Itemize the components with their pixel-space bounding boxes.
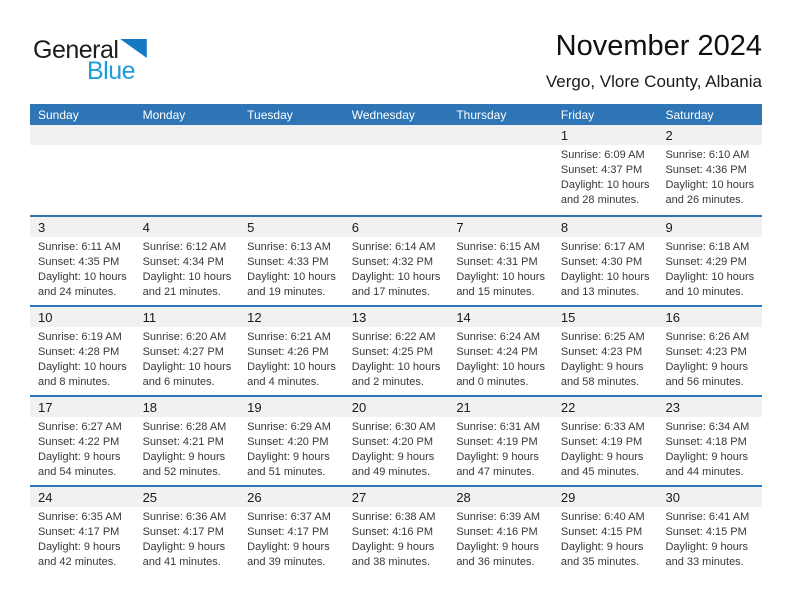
day-number: 10 bbox=[30, 307, 135, 327]
detail-line: Sunset: 4:24 PM bbox=[456, 346, 538, 358]
detail-line: Sunset: 4:15 PM bbox=[560, 526, 643, 538]
detail-line: Sunset: 4:37 PM bbox=[560, 164, 643, 176]
day-number: 21 bbox=[448, 397, 553, 417]
day-details bbox=[657, 327, 762, 390]
detail-line: Sunrise: 6:24 AM bbox=[456, 331, 541, 343]
day-details bbox=[657, 417, 762, 480]
day-number: 25 bbox=[135, 487, 240, 507]
week-row bbox=[30, 125, 762, 215]
logo-triangle-icon bbox=[120, 39, 147, 58]
detail-line: Sunrise: 6:41 AM bbox=[665, 511, 750, 523]
day-number: 20 bbox=[344, 397, 449, 417]
detail-line: Daylight: 10 hours bbox=[247, 361, 336, 373]
detail-line: Daylight: 9 hours bbox=[142, 451, 226, 463]
day-cell-16 bbox=[657, 307, 762, 395]
detail-line: Sunrise: 6:12 AM bbox=[142, 241, 227, 253]
detail-line: and 45 minutes. bbox=[560, 466, 640, 478]
day-details bbox=[239, 237, 344, 300]
page-title: November 2024 bbox=[555, 30, 762, 62]
week-row bbox=[30, 485, 762, 575]
detail-line: Daylight: 9 hours bbox=[351, 541, 435, 553]
detail-line: and 41 minutes. bbox=[142, 556, 221, 568]
detail-line: Sunrise: 6:14 AM bbox=[351, 241, 436, 253]
detail-line: and 49 minutes. bbox=[351, 466, 431, 478]
day-cell-empty bbox=[30, 125, 135, 215]
detail-line: Daylight: 9 hours bbox=[38, 541, 121, 553]
detail-line: and 52 minutes. bbox=[142, 466, 221, 478]
weekday-header-row bbox=[30, 104, 762, 125]
day-number bbox=[30, 125, 135, 145]
detail-line: Daylight: 9 hours bbox=[456, 451, 539, 463]
detail-line: Sunrise: 6:11 AM bbox=[38, 241, 121, 253]
day-cell-12 bbox=[239, 307, 344, 395]
detail-line: Sunrise: 6:10 AM bbox=[665, 149, 750, 161]
detail-line: Daylight: 9 hours bbox=[38, 451, 121, 463]
day-details bbox=[30, 237, 135, 300]
weekday-header-thursday: Thursday bbox=[456, 107, 507, 122]
week-row bbox=[30, 215, 762, 305]
day-number bbox=[135, 125, 240, 145]
detail-line: and 51 minutes. bbox=[247, 466, 326, 478]
detail-line: Daylight: 9 hours bbox=[142, 541, 226, 553]
detail-line: Sunrise: 6:13 AM bbox=[247, 241, 331, 253]
detail-line: Daylight: 9 hours bbox=[456, 541, 539, 553]
day-cell-empty bbox=[239, 125, 344, 215]
detail-line: Sunset: 4:17 PM bbox=[247, 526, 329, 538]
detail-line: Daylight: 10 hours bbox=[38, 361, 127, 373]
day-cell-20 bbox=[344, 397, 449, 485]
weekday-header-tuesday: Tuesday bbox=[247, 107, 293, 122]
day-cell-8 bbox=[553, 217, 658, 305]
day-details bbox=[553, 145, 658, 208]
day-details bbox=[344, 327, 449, 390]
day-details bbox=[135, 417, 240, 480]
detail-line: and 26 minutes. bbox=[665, 194, 744, 206]
detail-line: Daylight: 10 hours bbox=[38, 271, 127, 283]
detail-line: Sunset: 4:19 PM bbox=[456, 436, 538, 448]
day-cell-1 bbox=[553, 125, 658, 215]
day-details bbox=[553, 327, 658, 390]
day-details bbox=[448, 417, 553, 480]
day-number bbox=[239, 125, 344, 145]
day-cell-2 bbox=[657, 125, 762, 215]
day-cell-5 bbox=[239, 217, 344, 305]
day-details bbox=[239, 507, 344, 570]
detail-line: Daylight: 9 hours bbox=[560, 451, 644, 463]
day-cell-29 bbox=[553, 487, 658, 575]
weekday-header-monday: Monday bbox=[142, 107, 186, 122]
detail-line: and 6 minutes. bbox=[142, 376, 215, 388]
detail-line: Daylight: 9 hours bbox=[247, 451, 330, 463]
day-cell-15 bbox=[553, 307, 658, 395]
day-cell-30 bbox=[657, 487, 762, 575]
day-number: 22 bbox=[553, 397, 658, 417]
day-cell-27 bbox=[344, 487, 449, 575]
detail-line: Sunrise: 6:31 AM bbox=[456, 421, 541, 433]
day-cell-24 bbox=[30, 487, 135, 575]
day-cell-9 bbox=[657, 217, 762, 305]
day-number: 19 bbox=[239, 397, 344, 417]
day-cell-14 bbox=[448, 307, 553, 395]
detail-line: Sunset: 4:19 PM bbox=[560, 436, 643, 448]
day-number: 12 bbox=[239, 307, 344, 327]
day-details bbox=[657, 145, 762, 208]
day-cell-18 bbox=[135, 397, 240, 485]
detail-line: Sunrise: 6:09 AM bbox=[560, 149, 645, 161]
day-number: 3 bbox=[30, 217, 135, 237]
day-details bbox=[553, 507, 658, 570]
weekday-header-friday: Friday bbox=[560, 107, 595, 122]
detail-line: Sunset: 4:35 PM bbox=[38, 256, 120, 268]
day-number: 16 bbox=[657, 307, 762, 327]
weekday-header-saturday: Saturday bbox=[665, 107, 714, 122]
detail-line: Sunrise: 6:40 AM bbox=[560, 511, 645, 523]
day-number: 15 bbox=[553, 307, 658, 327]
day-details bbox=[135, 237, 240, 300]
day-cell-17 bbox=[30, 397, 135, 485]
day-details bbox=[657, 237, 762, 300]
day-cell-21 bbox=[448, 397, 553, 485]
day-number: 17 bbox=[30, 397, 135, 417]
detail-line: Sunrise: 6:18 AM bbox=[665, 241, 750, 253]
detail-line: Daylight: 9 hours bbox=[560, 361, 644, 373]
day-details bbox=[344, 507, 449, 570]
day-cell-26 bbox=[239, 487, 344, 575]
day-details bbox=[30, 507, 135, 570]
day-cell-empty bbox=[344, 125, 449, 215]
day-cell-empty bbox=[448, 125, 553, 215]
weekday-header-sunday: Sunday bbox=[38, 107, 79, 122]
day-cell-13 bbox=[344, 307, 449, 395]
detail-line: and 44 minutes. bbox=[665, 466, 744, 478]
detail-line: Daylight: 10 hours bbox=[142, 271, 232, 283]
detail-line: Sunset: 4:18 PM bbox=[665, 436, 747, 448]
day-details bbox=[553, 237, 658, 300]
detail-line: Sunrise: 6:15 AM bbox=[456, 241, 541, 253]
day-cell-3 bbox=[30, 217, 135, 305]
detail-line: and 24 minutes. bbox=[38, 286, 117, 298]
detail-line: Daylight: 10 hours bbox=[351, 271, 441, 283]
day-number: 30 bbox=[657, 487, 762, 507]
detail-line: Sunset: 4:28 PM bbox=[38, 346, 120, 358]
day-details bbox=[448, 327, 553, 390]
detail-line: Daylight: 9 hours bbox=[560, 541, 644, 553]
day-details bbox=[448, 237, 553, 300]
detail-line: Daylight: 9 hours bbox=[351, 451, 435, 463]
detail-line: Sunset: 4:34 PM bbox=[142, 256, 224, 268]
logo-text-general: General bbox=[33, 36, 119, 64]
day-details bbox=[448, 507, 553, 570]
detail-line: Sunset: 4:26 PM bbox=[247, 346, 329, 358]
detail-line: Sunrise: 6:17 AM bbox=[560, 241, 645, 253]
page-subtitle: Vergo, Vlore County, Albania bbox=[545, 72, 762, 91]
detail-line: Sunset: 4:23 PM bbox=[560, 346, 643, 358]
day-number: 1 bbox=[553, 125, 658, 145]
week-row bbox=[30, 305, 762, 395]
detail-line: Daylight: 10 hours bbox=[665, 179, 755, 191]
detail-line: and 4 minutes. bbox=[247, 376, 320, 388]
detail-line: Sunset: 4:20 PM bbox=[247, 436, 329, 448]
logo-text-blue: Blue bbox=[87, 57, 136, 85]
day-details bbox=[344, 237, 449, 300]
detail-line: Sunset: 4:22 PM bbox=[38, 436, 120, 448]
detail-line: Sunset: 4:29 PM bbox=[665, 256, 747, 268]
detail-line: Sunset: 4:27 PM bbox=[142, 346, 224, 358]
detail-line: Daylight: 10 hours bbox=[247, 271, 336, 283]
day-cell-28 bbox=[448, 487, 553, 575]
day-cell-25 bbox=[135, 487, 240, 575]
calendar-table bbox=[30, 104, 762, 575]
detail-line: Sunset: 4:31 PM bbox=[456, 256, 538, 268]
day-number bbox=[448, 125, 553, 145]
day-cell-10 bbox=[30, 307, 135, 395]
detail-line: and 28 minutes. bbox=[560, 194, 640, 206]
detail-line: and 58 minutes. bbox=[560, 376, 640, 388]
day-number: 4 bbox=[135, 217, 240, 237]
detail-line: Sunrise: 6:27 AM bbox=[38, 421, 122, 433]
detail-line: Sunrise: 6:21 AM bbox=[247, 331, 331, 343]
detail-line: Daylight: 10 hours bbox=[142, 361, 232, 373]
day-cell-6 bbox=[344, 217, 449, 305]
general-blue-logo bbox=[33, 38, 147, 84]
detail-line: Sunset: 4:16 PM bbox=[351, 526, 434, 538]
title-block bbox=[546, 30, 762, 92]
detail-line: Sunset: 4:30 PM bbox=[560, 256, 643, 268]
day-number: 13 bbox=[344, 307, 449, 327]
detail-line: and 36 minutes. bbox=[456, 556, 535, 568]
day-details bbox=[553, 417, 658, 480]
weekday-header-wednesday: Wednesday bbox=[351, 107, 415, 122]
day-cell-7 bbox=[448, 217, 553, 305]
detail-line: Daylight: 9 hours bbox=[665, 451, 749, 463]
detail-line: and 38 minutes. bbox=[351, 556, 431, 568]
detail-line: Sunrise: 6:37 AM bbox=[247, 511, 331, 523]
detail-line: and 47 minutes. bbox=[456, 466, 535, 478]
detail-line: Sunrise: 6:26 AM bbox=[665, 331, 750, 343]
detail-line: and 35 minutes. bbox=[560, 556, 640, 568]
detail-line: Sunrise: 6:22 AM bbox=[351, 331, 436, 343]
day-details bbox=[657, 507, 762, 570]
detail-line: and 8 minutes. bbox=[38, 376, 111, 388]
detail-line: and 21 minutes. bbox=[142, 286, 221, 298]
detail-line: Sunset: 4:23 PM bbox=[665, 346, 747, 358]
day-cell-4 bbox=[135, 217, 240, 305]
detail-line: Daylight: 10 hours bbox=[351, 361, 441, 373]
day-details bbox=[30, 327, 135, 390]
day-number: 27 bbox=[344, 487, 449, 507]
detail-line: and 2 minutes. bbox=[351, 376, 424, 388]
detail-line: Sunrise: 6:33 AM bbox=[560, 421, 645, 433]
day-number: 11 bbox=[135, 307, 240, 327]
detail-line: Daylight: 10 hours bbox=[665, 271, 755, 283]
detail-line: and 56 minutes. bbox=[665, 376, 744, 388]
detail-line: Daylight: 10 hours bbox=[560, 179, 650, 191]
day-details bbox=[239, 417, 344, 480]
day-number: 6 bbox=[344, 217, 449, 237]
day-number: 8 bbox=[553, 217, 658, 237]
detail-line: and 33 minutes. bbox=[665, 556, 744, 568]
detail-line: Sunset: 4:17 PM bbox=[142, 526, 224, 538]
detail-line: and 13 minutes. bbox=[560, 286, 640, 298]
detail-line: Sunset: 4:25 PM bbox=[351, 346, 434, 358]
calendar-weeks bbox=[30, 125, 762, 575]
detail-line: Daylight: 9 hours bbox=[665, 541, 749, 553]
day-cell-19 bbox=[239, 397, 344, 485]
detail-line: Sunrise: 6:29 AM bbox=[247, 421, 331, 433]
detail-line: and 0 minutes. bbox=[456, 376, 529, 388]
detail-line: and 39 minutes. bbox=[247, 556, 326, 568]
day-number: 28 bbox=[448, 487, 553, 507]
detail-line: Daylight: 9 hours bbox=[247, 541, 330, 553]
day-details bbox=[239, 327, 344, 390]
detail-line: Sunset: 4:21 PM bbox=[142, 436, 224, 448]
day-cell-22 bbox=[553, 397, 658, 485]
detail-line: Daylight: 9 hours bbox=[665, 361, 749, 373]
day-cell-23 bbox=[657, 397, 762, 485]
day-number: 26 bbox=[239, 487, 344, 507]
day-details bbox=[30, 417, 135, 480]
detail-line: Sunrise: 6:19 AM bbox=[38, 331, 122, 343]
day-number: 29 bbox=[553, 487, 658, 507]
detail-line: Sunrise: 6:20 AM bbox=[142, 331, 227, 343]
detail-line: Daylight: 10 hours bbox=[456, 271, 545, 283]
day-details bbox=[135, 507, 240, 570]
detail-line: Daylight: 10 hours bbox=[456, 361, 545, 373]
day-details bbox=[344, 417, 449, 480]
day-number: 5 bbox=[239, 217, 344, 237]
day-number: 14 bbox=[448, 307, 553, 327]
detail-line: Sunset: 4:33 PM bbox=[247, 256, 329, 268]
day-number: 9 bbox=[657, 217, 762, 237]
detail-line: and 15 minutes. bbox=[456, 286, 535, 298]
day-number: 7 bbox=[448, 217, 553, 237]
detail-line: Sunset: 4:15 PM bbox=[665, 526, 747, 538]
detail-line: and 42 minutes. bbox=[38, 556, 117, 568]
detail-line: and 54 minutes. bbox=[38, 466, 117, 478]
detail-line: Sunset: 4:36 PM bbox=[665, 164, 747, 176]
detail-line: and 17 minutes. bbox=[351, 286, 431, 298]
detail-line: Sunrise: 6:38 AM bbox=[351, 511, 436, 523]
day-cell-11 bbox=[135, 307, 240, 395]
detail-line: Sunrise: 6:30 AM bbox=[351, 421, 436, 433]
detail-line: Sunrise: 6:39 AM bbox=[456, 511, 541, 523]
detail-line: Daylight: 10 hours bbox=[560, 271, 650, 283]
detail-line: Sunrise: 6:35 AM bbox=[38, 511, 122, 523]
week-row bbox=[30, 395, 762, 485]
day-cell-empty bbox=[135, 125, 240, 215]
detail-line: and 19 minutes. bbox=[247, 286, 326, 298]
day-details bbox=[135, 327, 240, 390]
detail-line: Sunrise: 6:34 AM bbox=[665, 421, 750, 433]
detail-line: Sunset: 4:17 PM bbox=[38, 526, 120, 538]
day-number bbox=[344, 125, 449, 145]
detail-line: Sunrise: 6:25 AM bbox=[560, 331, 645, 343]
detail-line: Sunset: 4:20 PM bbox=[351, 436, 434, 448]
detail-line: Sunset: 4:16 PM bbox=[456, 526, 538, 538]
detail-line: and 10 minutes. bbox=[665, 286, 744, 298]
day-number: 18 bbox=[135, 397, 240, 417]
day-number: 24 bbox=[30, 487, 135, 507]
day-number: 23 bbox=[657, 397, 762, 417]
detail-line: Sunset: 4:32 PM bbox=[351, 256, 434, 268]
detail-line: Sunrise: 6:28 AM bbox=[142, 421, 227, 433]
day-number: 2 bbox=[657, 125, 762, 145]
detail-line: Sunrise: 6:36 AM bbox=[142, 511, 227, 523]
